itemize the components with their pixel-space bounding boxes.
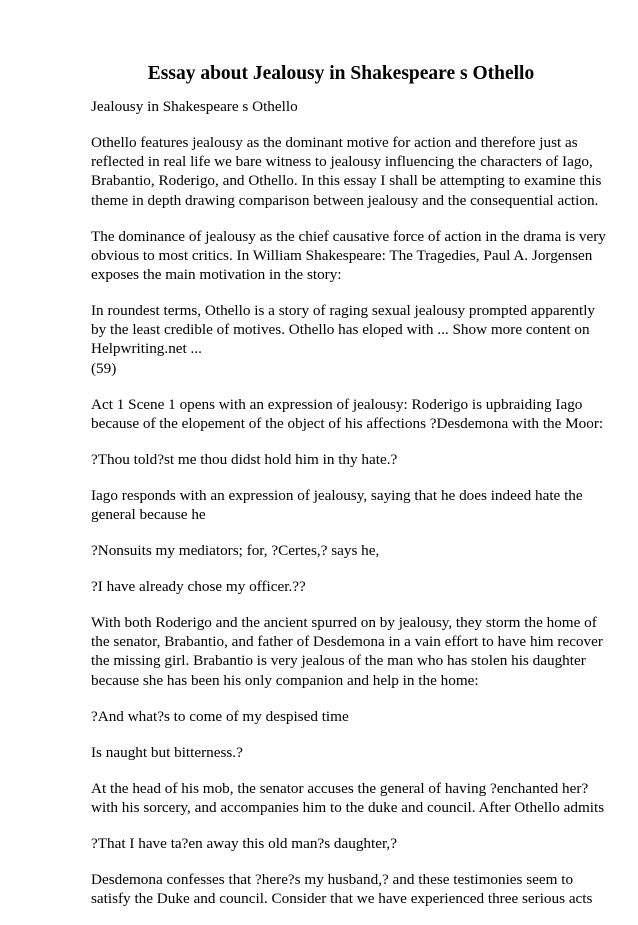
paragraph xyxy=(91,395,604,433)
paragraph xyxy=(91,450,591,469)
text-line: satisfy the Duke and council. Consider that we have experienced three serious acts xyxy=(91,890,593,908)
text-line: because she has been his only companion and help in the home: xyxy=(91,671,479,689)
paragraph xyxy=(91,541,591,560)
text-line: obvious to most critics. In William Shakespeare: The Tragedies, Paul A. Jorgensen xyxy=(91,246,593,264)
text-line: ?Nonsuits my mediators; for, ?Certes,? says he, xyxy=(91,542,380,560)
paragraph xyxy=(91,870,591,908)
text-line: In roundest terms, Othello is a story of raging sexual jealousy prompted apparently xyxy=(91,302,596,320)
paragraph xyxy=(91,227,606,285)
document-title: Essay about Jealousy in Shakespeare s Othello xyxy=(147,63,535,84)
text-line: the missing girl. Brabantio is very jealous of the man who has stolen his daughter xyxy=(91,652,586,670)
text-line: exposes the main motivation in the story: xyxy=(91,266,342,284)
paragraph xyxy=(91,779,605,817)
text-line: theme in depth drawing comparison between jealousy and the consequential action. xyxy=(91,191,599,209)
text-line: ?That I have ta?en away this old man?s daughter,? xyxy=(91,834,397,852)
text-line: Brabantio, Roderigo, and Othello. In this essay I shall be attempting to examine this xyxy=(91,172,602,190)
text-line: reflected in real life we bare witness to jealousy influencing the characters of Iago, xyxy=(91,153,593,171)
text-line: with his sorcery, and accompanies him to the duke and council. After Othello admits xyxy=(91,798,605,816)
text-line: ?Thou told?st me thou didst hold him in thy hate.? xyxy=(91,450,398,468)
text-line: Act 1 Scene 1 opens with an expression of jealousy: Roderigo is upbraiding Iago xyxy=(91,395,583,413)
paragraph xyxy=(91,133,602,210)
text-line: With both Roderigo and the ancient spurred on by jealousy, they storm the home of xyxy=(91,614,597,632)
text-line: Helpwriting.net ... xyxy=(91,340,202,358)
text-line: the senator, Brabantio, and father of Desdemona in a vain effort to have him recover xyxy=(91,633,603,651)
document-page xyxy=(91,62,606,925)
text-line: Jealousy in Shakespeare s Othello xyxy=(91,98,298,115)
text-line: (59) xyxy=(91,359,117,377)
paragraph xyxy=(91,707,591,726)
text-line: by the least credible of motives. Othello has eloped with ... Show more content on xyxy=(91,321,590,339)
paragraph xyxy=(91,613,603,690)
text-line: ?I have already chose my officer.?? xyxy=(91,578,306,596)
paragraph xyxy=(91,743,591,762)
text-line: Iago responds with an expression of jealousy, saying that he does indeed hate the xyxy=(91,486,583,504)
text-line: Is naught but bitterness.? xyxy=(91,743,243,761)
text-line: At the head of his mob, the senator accuses the general of having ?enchanted her? xyxy=(91,779,589,797)
text-line: Othello features jealousy as the dominant motive for action and therefore just as xyxy=(91,134,578,151)
paragraph xyxy=(91,301,596,378)
paragraph xyxy=(91,834,591,853)
paragraph xyxy=(91,486,591,524)
text-line: ?And what?s to come of my despised time xyxy=(91,707,349,725)
text-line: The dominance of jealousy as the chief causative force of action in the drama is very xyxy=(91,227,606,245)
paragraph xyxy=(91,97,591,116)
text-line: because of the elopement of the object of his affections ?Desdemona with the Moor: xyxy=(91,414,604,432)
document-body xyxy=(91,97,606,908)
text-line: Desdemona confesses that ?here?s my husband,? and these testimonies seem to xyxy=(91,870,574,888)
text-line: general because he xyxy=(91,506,206,524)
paragraph xyxy=(91,577,591,596)
